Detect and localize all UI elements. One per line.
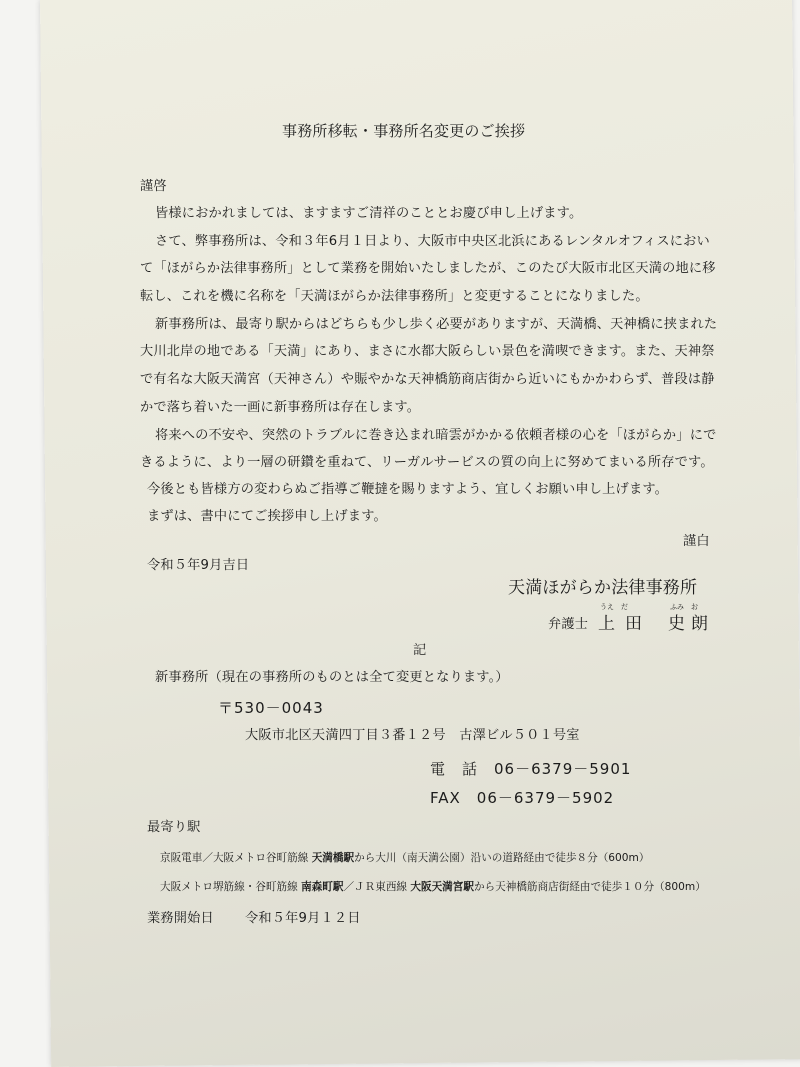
body-line: きるように、より一層の研鑽を重ねて、リーガルサービスの質の向上に努めてまいる所存です。 (140, 455, 714, 470)
start-date: 令和５年9月１２日 (245, 911, 361, 926)
opening: 謹啓 (140, 179, 167, 194)
body-line: さて、弊事務所は、令和３年6月１日より、大阪市中央区北浜にあるレンタルオフィスにおい (155, 234, 710, 249)
signer-family-name: 上田 (598, 614, 652, 634)
document-title: 事務所移転・事務所名変更のご挨拶 (282, 122, 526, 140)
signer-title: 弁護士 (548, 617, 589, 632)
body-line: 転し、これを機に名称を「天満ほがらか法律事務所」と変更することになりました。 (140, 289, 649, 304)
body-line: かで落ち着いた一画に新事務所は存在します。 (140, 400, 421, 415)
station-2-route: から天神橋筋商店街経由で徒歩１０分（800m） (473, 881, 706, 893)
closing: 謹白 (683, 534, 710, 549)
nearest-station-label: 最寄り駅 (147, 820, 201, 835)
body-line: 皆様におかれましては、ますますご清祥のこととお慶び申し上げます。 (155, 206, 583, 221)
office-name: 天満ほがらか法律事務所 (508, 578, 698, 598)
new-office-label: 新事務所（現在の事務所のものとは全て変更となります。） (155, 670, 509, 685)
station-1-route: から大川（南天満公園）沿いの道路経由で徒歩８分（600m） (354, 852, 650, 864)
station-route-2 (160, 881, 706, 894)
ki-heading: 記 (413, 643, 427, 658)
body-line: て「ほがらか法律事務所」として業務を開始いたしましたが、このたび大阪市北区天満の地に移 (140, 261, 716, 276)
body-line: まずは、書中にてご挨拶申し上げます。 (147, 509, 387, 524)
address: 大阪市北区天満四丁目３番１２号 古澤ビル５０１号室 (245, 728, 580, 743)
body-line: 新事務所は、最寄り駅からはどちらも少し歩く必要がありますが、天満橋、天神橋に挟まれた (155, 317, 718, 332)
station-2-lines-b: ／ＪＲ東西線 (343, 881, 411, 893)
postal-code: 〒530－0043 (218, 699, 324, 717)
signer-ruby-family: うえ だ (600, 603, 628, 611)
body-line: 大川北岸の地である「天満」にあり、まさに水都大阪らしい景色を満喫できます。また、天神祭 (140, 344, 715, 359)
station-2-name-a: 南森町駅 (301, 881, 344, 893)
date: 令和５年9月吉日 (147, 558, 250, 573)
body-line: で有名な大阪天満宮（天神さん）や賑やかな天神橋筋商店街から近いにもかかわらず、普段は静 (140, 372, 715, 387)
body-line: 今後とも皆様方の変わらぬご指導ご鞭撻を賜りますよう、宜しくお願い申し上げます。 (147, 482, 669, 497)
station-2-name-b: 大阪天満宮駅 (410, 881, 474, 893)
signer-ruby-given: ふみ お (670, 603, 698, 611)
body-line: 将来への不安や、突然のトラブルに巻き込まれ暗雲がかかる依頼者様の心を「ほがらか」にで (155, 428, 717, 443)
station-2-lines: 大阪メトロ堺筋線・谷町筋線 (160, 881, 302, 893)
phone: 電 話 06－6379－5901 (430, 760, 632, 778)
start-date-label: 業務開始日 (147, 911, 214, 926)
station-route-1 (160, 852, 649, 865)
fax: FAX 06－6379－5902 (430, 789, 615, 807)
station-1-lines: 京阪電車／大阪メトロ谷町筋線 (160, 852, 312, 864)
signer-given-name: 史朗 (668, 614, 714, 634)
station-1-name: 天満橋駅 (311, 852, 355, 864)
